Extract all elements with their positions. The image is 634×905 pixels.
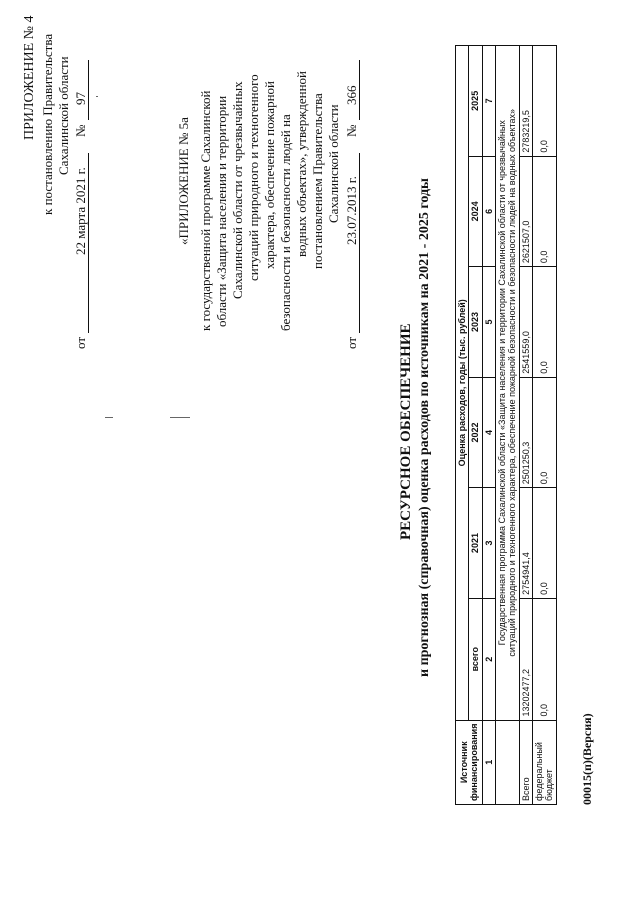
cell-value: 2754941,4 <box>519 488 532 599</box>
appendix4-line1: к постановлению Правительства <box>40 33 55 215</box>
appendix5a-line-2: Сахалинской области от чрезвычайных <box>230 81 245 299</box>
cell-value: 0,0 <box>533 488 557 599</box>
appendix4-num-label: № <box>73 124 88 137</box>
appendix4-num: 97 <box>73 92 88 105</box>
scan-mark <box>96 96 98 97</box>
cell-value: 2501250,3 <box>519 377 532 488</box>
appendix5a-ot: от <box>344 336 359 349</box>
resource-table <box>455 45 557 805</box>
appendix5a-line-5: безопасности и безопасности людей на <box>278 114 293 331</box>
appendix5a-line-3: ситуаций природного и техногенного <box>246 74 261 281</box>
appendix4-line2: Сахалинской области <box>56 56 71 175</box>
header-year-2025: 2025 <box>469 46 482 157</box>
appendix5a-line-6: водных объектах», утвержденной <box>294 70 309 257</box>
col-number: 4 <box>482 377 495 488</box>
program-title: Государственная программа Сахалинской области «Защита населения и территории Сахалинской области от чрезвычайных ситуаций природного и техногенного характера, обеспечение пожарной безопасности и безопасности людей на водных объектах» <box>496 46 520 721</box>
header-year-2024: 2024 <box>469 156 482 267</box>
table-row <box>533 46 557 805</box>
header-total: всего <box>469 598 482 720</box>
appendix4-num-underline <box>88 60 89 120</box>
col-number: 6 <box>482 156 495 267</box>
scan-mark <box>170 417 190 418</box>
header-year-2022: 2022 <box>469 377 482 488</box>
appendix5a-line-0: к государственной программе Сахалинской <box>198 90 213 331</box>
cell-value: 2621507,0 <box>519 156 532 267</box>
appendix4-title: ПРИЛОЖЕНИЕ № 4 <box>22 15 37 140</box>
appendix5a-line-7: постановлением Правительства <box>310 93 325 269</box>
table-row <box>519 46 532 805</box>
cell-value: 0,0 <box>533 46 557 157</box>
footer-code: 00015(п)(Версия) <box>580 713 594 805</box>
header-source: Источник финансирования <box>456 720 483 804</box>
cell-value: 2783219,5 <box>519 46 532 157</box>
appendix5a-title: «ПРИЛОЖЕНИЕ № 5а <box>176 117 191 245</box>
appendix5a-line-1: области «Защита населения и территории <box>214 95 229 327</box>
appendix5a-num: 366 <box>344 85 359 105</box>
col-number: 3 <box>482 488 495 599</box>
appendix4-date: 22 марта 2021 г. <box>73 167 88 255</box>
appendix5a-line-4: характера, обеспечение пожарной <box>262 81 277 269</box>
appendix4-ot: от <box>73 336 88 349</box>
row-label: федеральный бюджет <box>533 720 557 804</box>
col-number: 5 <box>482 267 495 378</box>
document-subtitle: и прогнозная (справочная) оценка расходов по источникам на 2021 - 2025 годы <box>417 178 432 677</box>
col-number: 1 <box>482 720 495 804</box>
header-estimate: Оценка расходов, годы (тыс. рублей) <box>456 46 469 721</box>
cell-value: 0,0 <box>533 598 557 720</box>
cell-value: 0,0 <box>533 377 557 488</box>
header-year-2023: 2023 <box>469 267 482 378</box>
document-title: РЕСУРСНОЕ ОБЕСПЕЧЕНИЕ <box>398 323 414 540</box>
appendix5a-line-8: Сахалинской области <box>326 104 341 223</box>
appendix5a-num-label: № <box>344 124 359 137</box>
cell-value: 0,0 <box>533 267 557 378</box>
cell-value: 13202477,2 <box>519 598 532 720</box>
row-label: Всего <box>519 720 532 804</box>
col-number: 7 <box>482 46 495 157</box>
appendix5a-date: 23.07.2013 г. <box>344 176 359 245</box>
col-number: 2 <box>482 598 495 720</box>
scan-mark <box>105 417 113 418</box>
cell-value: 0,0 <box>533 156 557 267</box>
cell-value: 2541559,0 <box>519 267 532 378</box>
header-year-2021: 2021 <box>469 488 482 599</box>
